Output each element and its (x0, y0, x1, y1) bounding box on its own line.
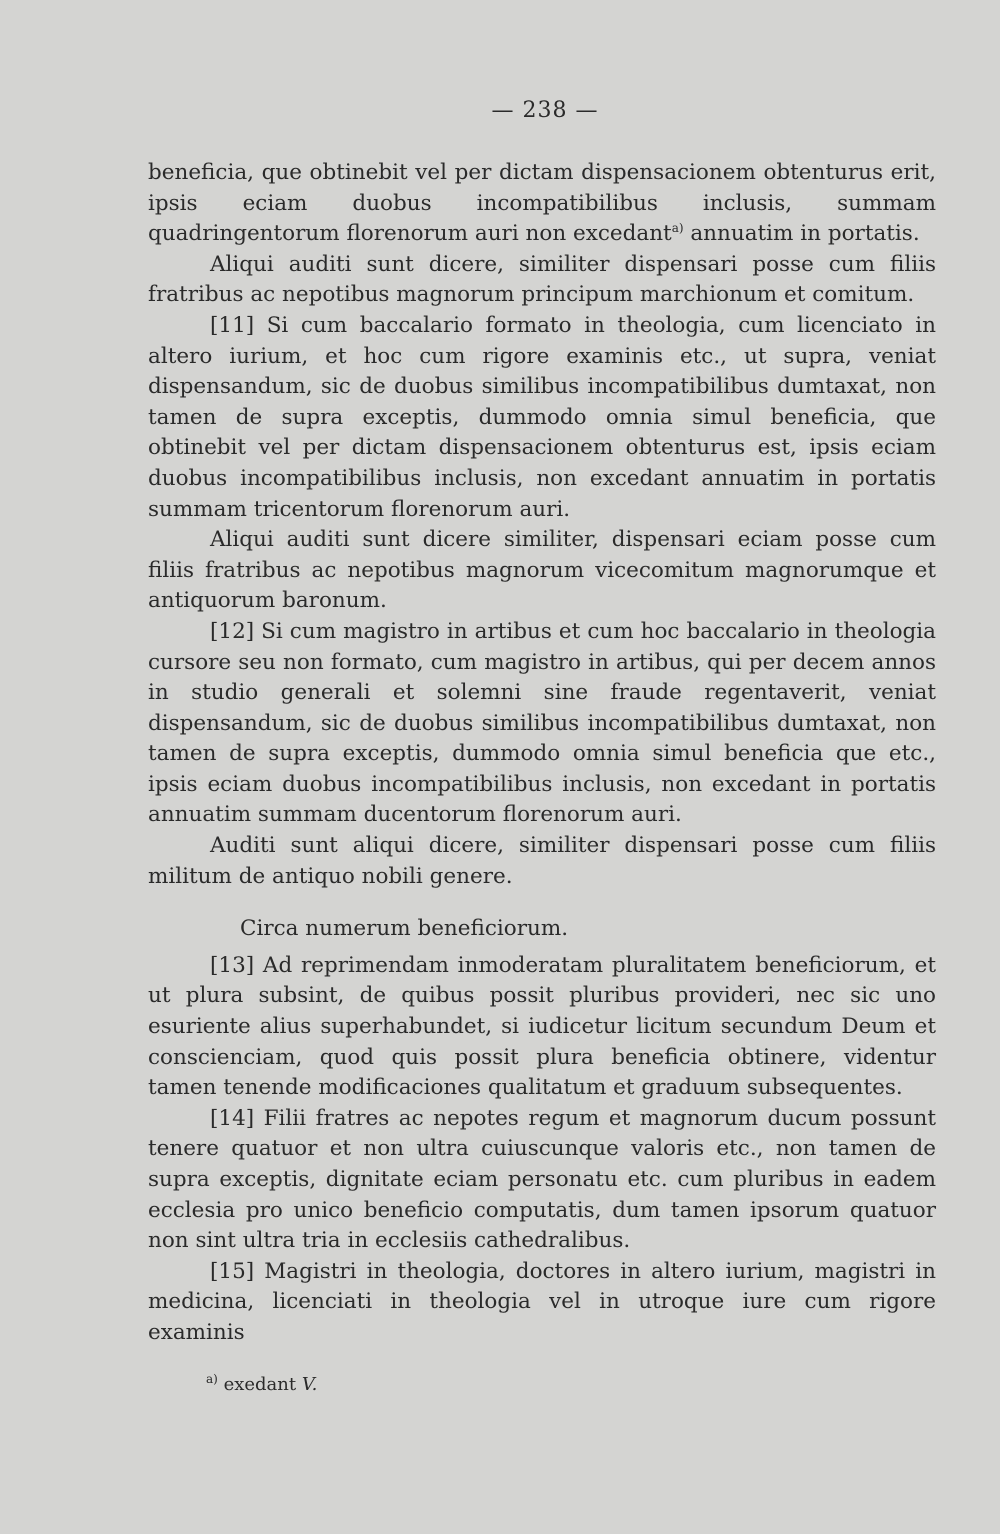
body-text (148, 158, 936, 1349)
paragraph-13: [13] Ad reprimendam inmoderatam pluralitatem beneficiorum, et ut plura subsint, de quibus possit pluribus provideri, nec sic uno esuriente alius superhabundet, si iudicetur licitum secundum Deum et conscienciam, quod quis possit plura beneficia obtinere, videntur tamen tenende modificaciones qualitatum et graduum subsequentes. (148, 952, 936, 1101)
footnote-text: exedant (217, 1374, 302, 1395)
footnote-mark: a) (206, 1372, 218, 1386)
footnote-siglum: V. (301, 1374, 318, 1395)
paragraph: Aliqui auditi sunt dicere similiter, dispensari eciam posse cum filiis fratribus ac nepotibus magnorum vicecomitum magnorumque et antiquorum baronum. (148, 527, 936, 614)
paragraph-11: [11] Si cum baccalario formato in theologia, cum licenciato in altero iurium, et hoc cum rigore examinis etc., ut supra, veniat dispensandum, sic de duobus similibus incompatibilibus dumtaxat, non tamen de supra exceptis, dummodo omnia simul beneficia, que obtinebit vel per dictam dispensacionem obtenturus est, ipsis eciam duobus incompatibilibus inclusis, non excedant annuatim in portatis summam tricentorum florenorum auri. (148, 312, 936, 522)
footnote (206, 1374, 317, 1395)
paragraph (148, 158, 936, 250)
paragraph-14: [14] Filii fratres ac nepotes regum et magnorum ducum possunt tenere quatuor et non ultra cuiuscunque valoris etc., non tamen de supra exceptis, dignitate eciam personatu etc. cum pluribus in eadem ecclesia pro unico beneficio computatis, dum tamen ipsorum quatuor non sint ultra tria in ecclesiis cathedralibus. (148, 1105, 936, 1254)
page-number: — 238 — (491, 98, 599, 123)
section-heading: Circa numerum beneficiorum. (240, 916, 569, 942)
paragraph-12: [12] Si cum magistro in artibus et cum hoc baccalario in theologia cursore seu non formato, cum magistro in artibus, qui per decem annos in studio generali et solemni sine fraude regentaverit, veniat dispensandum, sic de duobus similibus incompatibilibus dumtaxat, non tamen de supra exceptis, dummodo omnia simul beneficia que etc., ipsis eciam duobus incompatibilibus inclusis, non excedant in portatis annuatim summam ducentorum florenorum auri. (148, 618, 936, 828)
footnote-reference: a) (671, 221, 684, 236)
paragraph: Auditi sunt aliqui dicere, similiter dispensari posse cum filiis militum de antiquo nobili genere. (148, 833, 936, 889)
paragraph-15: [15] Magistri in theologia, doctores in altero iurium, magistri in medicina, licenciati in theologia vel in utroque iure cum rigore examinis (148, 1258, 936, 1345)
paragraph: Aliqui auditi sunt dicere, similiter dispensari posse cum filiis fratribus ac nepotibus magnorum principum marchionum et comitum. (148, 251, 936, 308)
paragraph-text: beneficia, que obtinebit vel per dictam dispensacionem obtenturus erit, ipsis eciam duobus incompatibilibus inclusis, summam quadringentorum florenorum auri non excedant (148, 160, 936, 247)
paragraph-text: annuatim in portatis. (683, 221, 920, 247)
